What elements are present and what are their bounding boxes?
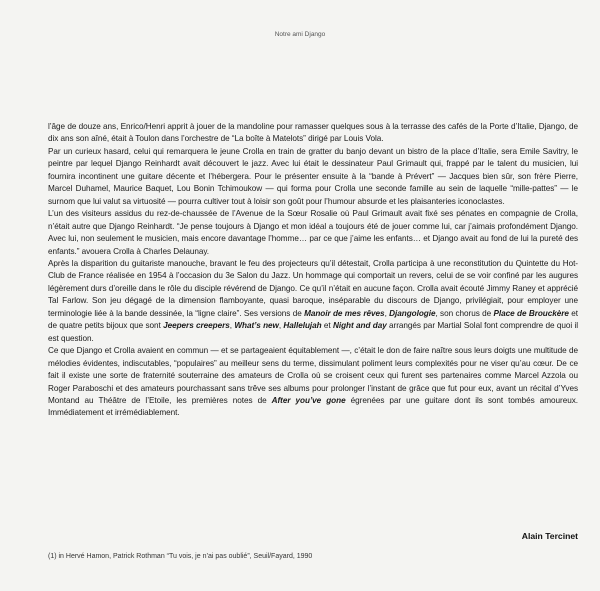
- text-run: , son chorus de: [435, 308, 494, 318]
- footnote: (1) in Hervé Hamon, Patrick Rothman “Tu vois, je n’ai pas oublié”, Seuil/Fayard, 1990: [48, 553, 313, 560]
- text-run: ,: [229, 321, 235, 331]
- song-title: Hallelujah: [283, 321, 322, 331]
- song-title: Place de Brouckère: [493, 308, 569, 318]
- text-run: L’un des visiteurs assidus du rez-de-chaussée de l’Avenue de la Sœur Rosalie où Paul Grimault avait fixé ses pénates en compagnie de Crolla, n’était autre que Django Reinhardt. “Je pense toujours à Django et mon idéal a toujours été de jouer comme lui, car j’aimais profondément Django. Avec lui, non seulement le musicien, mais encore davantage l’homme… par ce que j’aime les enfants… et Django avait au fond de lui la pureté des enfants.” avouera Crolla à Charles Delaunay.: [48, 209, 578, 256]
- text-run: Ce que Django et Crolla avaient en commun — et se partageaient équitablement —, c’était le don de faire naître sous leurs doigts une multitude de mélodies évidentes, indiscutables, “populaires” au meilleur sens du terme, dissimulant poliment leurs complexités pour ne viser qu’au cœur. De ce fait il existe une sorte de fraternité souterraine des amateurs de Crolla où se croisent ceux qui furent ses partenaires comme Marcel Azzola ou Roger Paraboschi et des amateurs pourchassant sans trêve ses albums pour prolonger l’instant de grâce que fut pour eux, avant un récital d’Yves Montand au Théâtre de l’Etoile, les premières notes de: [48, 346, 578, 405]
- article-body: [48, 121, 578, 420]
- paragraph: [48, 208, 578, 258]
- song-title: Manoir de mes rêves: [304, 308, 385, 318]
- text-run: et de quatre petits bijoux que sont: [48, 308, 578, 331]
- paragraph: [48, 258, 578, 345]
- text-run: l’âge de douze ans, Enrico/Henri apprit à jouer de la mandoline pour ramasser quelques sous à la terrasse des cafés de la Porte d’Italie, Django, de dix ans son aîné, était à Toulon dans l’orchestre de “La boîte à Matelots” dirigé par Louis Vola.: [48, 122, 578, 144]
- paragraph: [48, 345, 578, 420]
- text-run: Par un curieux hasard, celui qui remarquera le jeune Crolla en train de gratter du banjo devant un bistro de la place d’Italie, sera Emile Savitry, le peintre par lequel Django Reinhardt avait découvert le jazz. Avec lui était le dessinateur Paul Grimault qui, frappé par le talent du musicien, lui fournira incontinent une guitare décente et l’hébergera. Pour le présenter ensuite à la “bande à Prévert” — Jacques bien sûr, son frère Pierre, Marcel Duhamel, Maurice Baquet, Lou Bonin Tchimoukow — qui forma pour Crolla une seconde famille au sein de laquelle “mille-pattes” — le surnom que lui valut sa virtuosité — pourra cultiver tout à loisir son goût pour l’humour absurde et les plaisanteries iconoclastes.: [48, 146, 578, 206]
- song-title: What’s new: [234, 321, 279, 331]
- paragraph: [48, 146, 578, 208]
- song-title: After you’ve gone: [271, 395, 346, 405]
- text-run: égrenées par une guitare dont ils sont tombés amoureux. Immédiatement et irrémédiablement.: [48, 395, 578, 418]
- author-signature: Alain Tercinet: [521, 531, 578, 541]
- song-title: Djangologie: [389, 308, 436, 318]
- page-header: Notre ami Django: [274, 31, 326, 38]
- text-run: arrangés par Martial Solal font comprendre de quoi il est question.: [48, 321, 578, 343]
- text-run: Après la disparition du guitariste manouche, bravant le feu des projecteurs qu’il détestait, Crolla participa à une reconstitution du Quintette du Hot-Club de France réalisée en 1954 à l’occasion du 3e Salon du Jazz. Un hommage qui comportait un revers, celui de se voir confiné par les augures légèrement durs d’oreille dans le rôle du disciple révérend de Django. Ce qu’il n’était en aucune façon. Crolla avait écouté Jimmy Raney et apprécié Tal Farlow. Son jeu dégagé de la dimension flamboyante, quasi baroque, inséparable du discours de Django, privilégiait, pour employer une terminologie liée à la bande dessinée, la “ligne claire”. Ses versions de: [48, 258, 578, 318]
- text-run: ,: [278, 321, 284, 331]
- song-title: Night and day: [333, 321, 387, 331]
- text-run: et: [321, 321, 333, 331]
- text-run: ,: [384, 308, 390, 318]
- song-title: Jeepers creepers: [163, 321, 230, 331]
- paragraph: [48, 121, 578, 146]
